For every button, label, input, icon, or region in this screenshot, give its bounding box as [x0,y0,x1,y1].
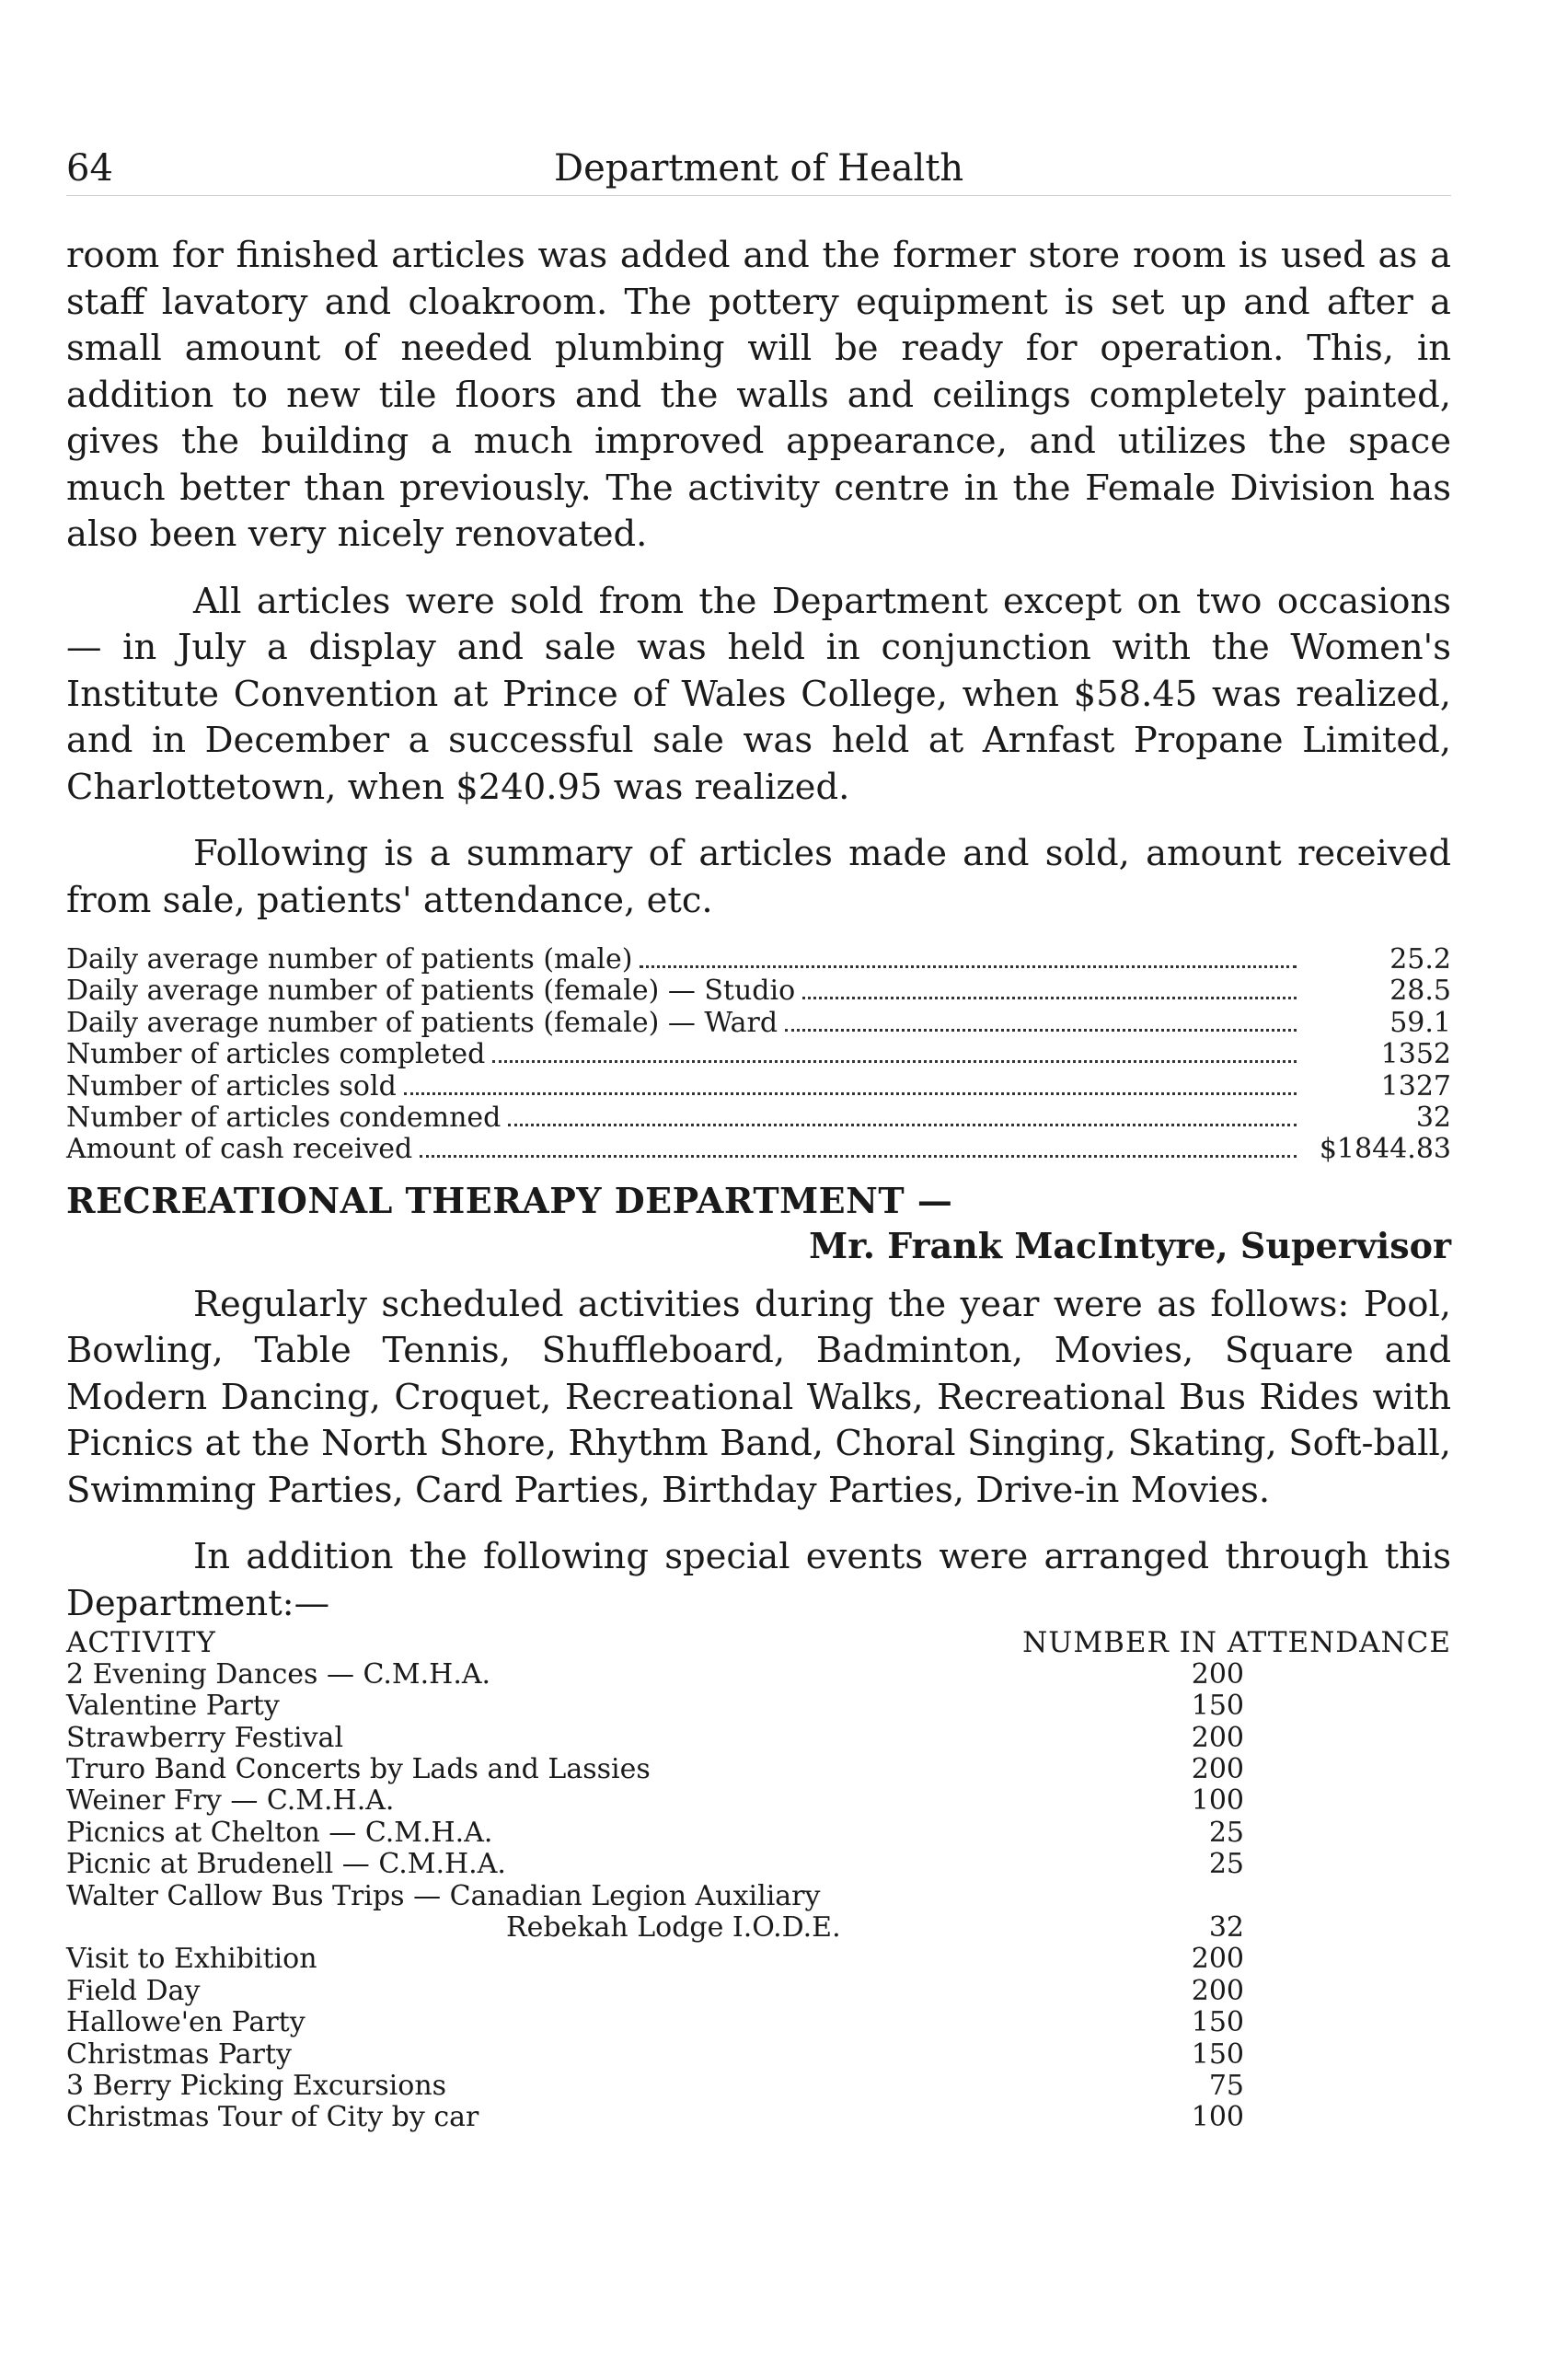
summary-label: Daily average number of patients (male) [66,943,633,975]
summary-row [66,1134,1451,1165]
dot-leader [508,1124,1297,1126]
paragraph-activities: Regularly scheduled activities during the year were as follows: Pool, Bowling, Table Tennis, Shuffleboard, Badminton, Movies, Square and Modern Dancing, Croquet, Recreational Walks, Recreational Bus Rides with Picnics at the North Shore, Rhythm Band, Choral Singing, Skating, Soft-ball, Swimming Parties, Card Parties, Birthday Parties, Drive-in Movies. [66,1283,1451,1511]
activity-name: Picnic at Brudenell — C.M.H.A. [66,1848,506,1881]
attendance-count: 150 [1191,1690,1244,1723]
activity-row [66,2007,1451,2038]
dot-leader [640,965,1297,968]
attendance-count: 100 [1191,2101,1244,2134]
summary-leader [66,975,1304,1007]
summary-label-cell [66,1008,1304,1039]
attendance-count [958,1881,1451,1912]
summary-value: 28.5 [1389,975,1451,1008]
activity-row [66,1754,1451,1785]
attendance-count: 75 [1208,2070,1244,2103]
activity-row [66,2071,1451,2102]
activity-row [66,1818,1451,1849]
activities-table [66,1627,1451,2134]
summary-row [66,944,1451,975]
activity-row [66,1723,1451,1754]
dot-leader [492,1060,1297,1063]
running-title: Department of Health [554,147,964,190]
attendance-count: 32 [1208,1911,1244,1944]
activity-name: Christmas Party [66,2037,292,2071]
activity-row [66,1849,1451,1880]
summary-value: 25.2 [1389,943,1451,975]
dot-leader [785,1029,1297,1032]
summary-leader [66,1102,1304,1134]
dot-leader [420,1155,1297,1158]
activity-row [66,2039,1451,2071]
summary-label-cell [66,1102,1304,1134]
summary-label: Number of articles sold [66,1069,397,1102]
attendance-count: 150 [1191,2006,1244,2039]
dot-leader [404,1092,1297,1095]
activity-row [66,1976,1451,2007]
activities-header-row [66,1627,1451,1658]
attendance-count: 200 [1191,1657,1244,1691]
document-page [66,138,1451,2134]
attendance-column-header: NUMBER IN ATTENDANCE [1022,1626,1451,1660]
supervisor-line: Mr. Frank MacIntyre, Supervisor [809,1224,1451,1266]
activity-row [66,1785,1451,1817]
summary-label: Number of articles completed [66,1038,486,1071]
attendance-count: 100 [1191,1784,1244,1818]
summary-row [66,1102,1451,1134]
attendance-count: 200 [1191,1974,1244,2007]
attendance-count: 200 [1191,1752,1244,1785]
activity-row [66,2102,1451,2133]
activity-row [66,1912,1451,1944]
paragraph-renovations: room for finished articles was added and the former store room is used as a staff lavatory and cloakroom. The pottery equipment is set up and after a small amount of needed plumbing will be ready for operation. This, in addition to new tile floors and the walls and ceilings completely painted, gives the building a much improved appearance, and utilizes the space much better than previously. The activity centre in the Female Division has also been very nicely renovated. [66,235,1451,555]
section-heading: RECREATIONAL THERAPY DEPARTMENT — [66,1179,953,1221]
summary-leader [66,1134,1304,1165]
activity-name: Walter Callow Bus Trips — Canadian Legion Auxiliary [66,1879,821,1912]
summary-row [66,975,1451,1007]
attendance-count: 200 [1191,1943,1244,1976]
summary-label-cell [66,944,1304,975]
summary-row [66,1071,1451,1102]
summary-label: Amount of cash received [66,1133,413,1166]
activity-name: Hallowe'en Party [66,2006,306,2039]
summary-leader [66,944,1304,975]
summary-value: 59.1 [1389,1006,1451,1039]
attendance-count: 25 [1208,1816,1244,1849]
activity-name: Field Day [66,1974,201,2007]
page-header [66,138,1451,196]
summary-label: Daily average number of patients (female) — Studio [66,975,796,1008]
paragraph-sales: All articles were sold from the Department except on two occasions — in July a display and sale was held in conjunction with the Women's Institute Convention at Prince of Wales College, when $58.45 was realized, and in December a successful sale was held at Arnfast Propane Limited, Charlottetown, when $240.95 was realized. [66,580,1451,808]
activity-row [66,1659,1451,1691]
summary-label-cell [66,975,1304,1007]
activity-name: Strawberry Festival [66,1721,344,1754]
page-number: 64 [66,147,113,190]
dot-leader [802,997,1297,999]
summary-value: 1352 [1380,1038,1451,1071]
activity-row [66,1944,1451,1975]
summary-table [66,944,1451,1166]
attendance-count: 200 [1191,1721,1244,1754]
activity-name: Truro Band Concerts by Lads and Lassies [66,1752,651,1785]
activity-row [66,1881,1451,1912]
activity-name: Weiner Fry — C.M.H.A. [66,1784,395,1818]
activity-name: Christmas Tour of City by car [66,2101,479,2134]
paragraph-special-events: In addition the following special events were arranged through this Department:— [66,1536,1451,1624]
summary-value: 32 [1415,1102,1451,1135]
page-body [66,233,1451,2134]
activity-name: 3 Berry Picking Excursions [66,2070,447,2103]
summary-label-cell [66,1039,1304,1070]
activity-name: Picnics at Chelton — C.M.H.A. [66,1816,493,1849]
summary-value: 1327 [1380,1069,1451,1102]
activity-column-header: ACTIVITY [66,1626,216,1660]
activity-name: 2 Evening Dances — C.M.H.A. [66,1657,491,1691]
summary-value: $1844.83 [1319,1133,1451,1166]
summary-label: Daily average number of patients (female) — Ward [66,1006,778,1039]
summary-label-cell [66,1134,1304,1165]
summary-row [66,1039,1451,1070]
summary-label-cell [66,1071,1304,1102]
attendance-count: 150 [1191,2037,1244,2071]
summary-row [66,1008,1451,1039]
summary-leader [66,1008,1304,1039]
attendance-count: 25 [1208,1848,1244,1881]
activity-name: Rebekah Lodge I.O.D.E. [506,1911,841,1944]
activity-name: Valentine Party [66,1690,280,1723]
summary-label: Number of articles condemned [66,1102,502,1135]
paragraph-summary-intro: Following is a summary of articles made and sold, amount received from sale, patients' attendance, etc. [66,833,1451,921]
summary-leader [66,1039,1304,1070]
activity-name: Visit to Exhibition [66,1943,317,1976]
summary-leader [66,1071,1304,1102]
activity-row [66,1691,1451,1722]
